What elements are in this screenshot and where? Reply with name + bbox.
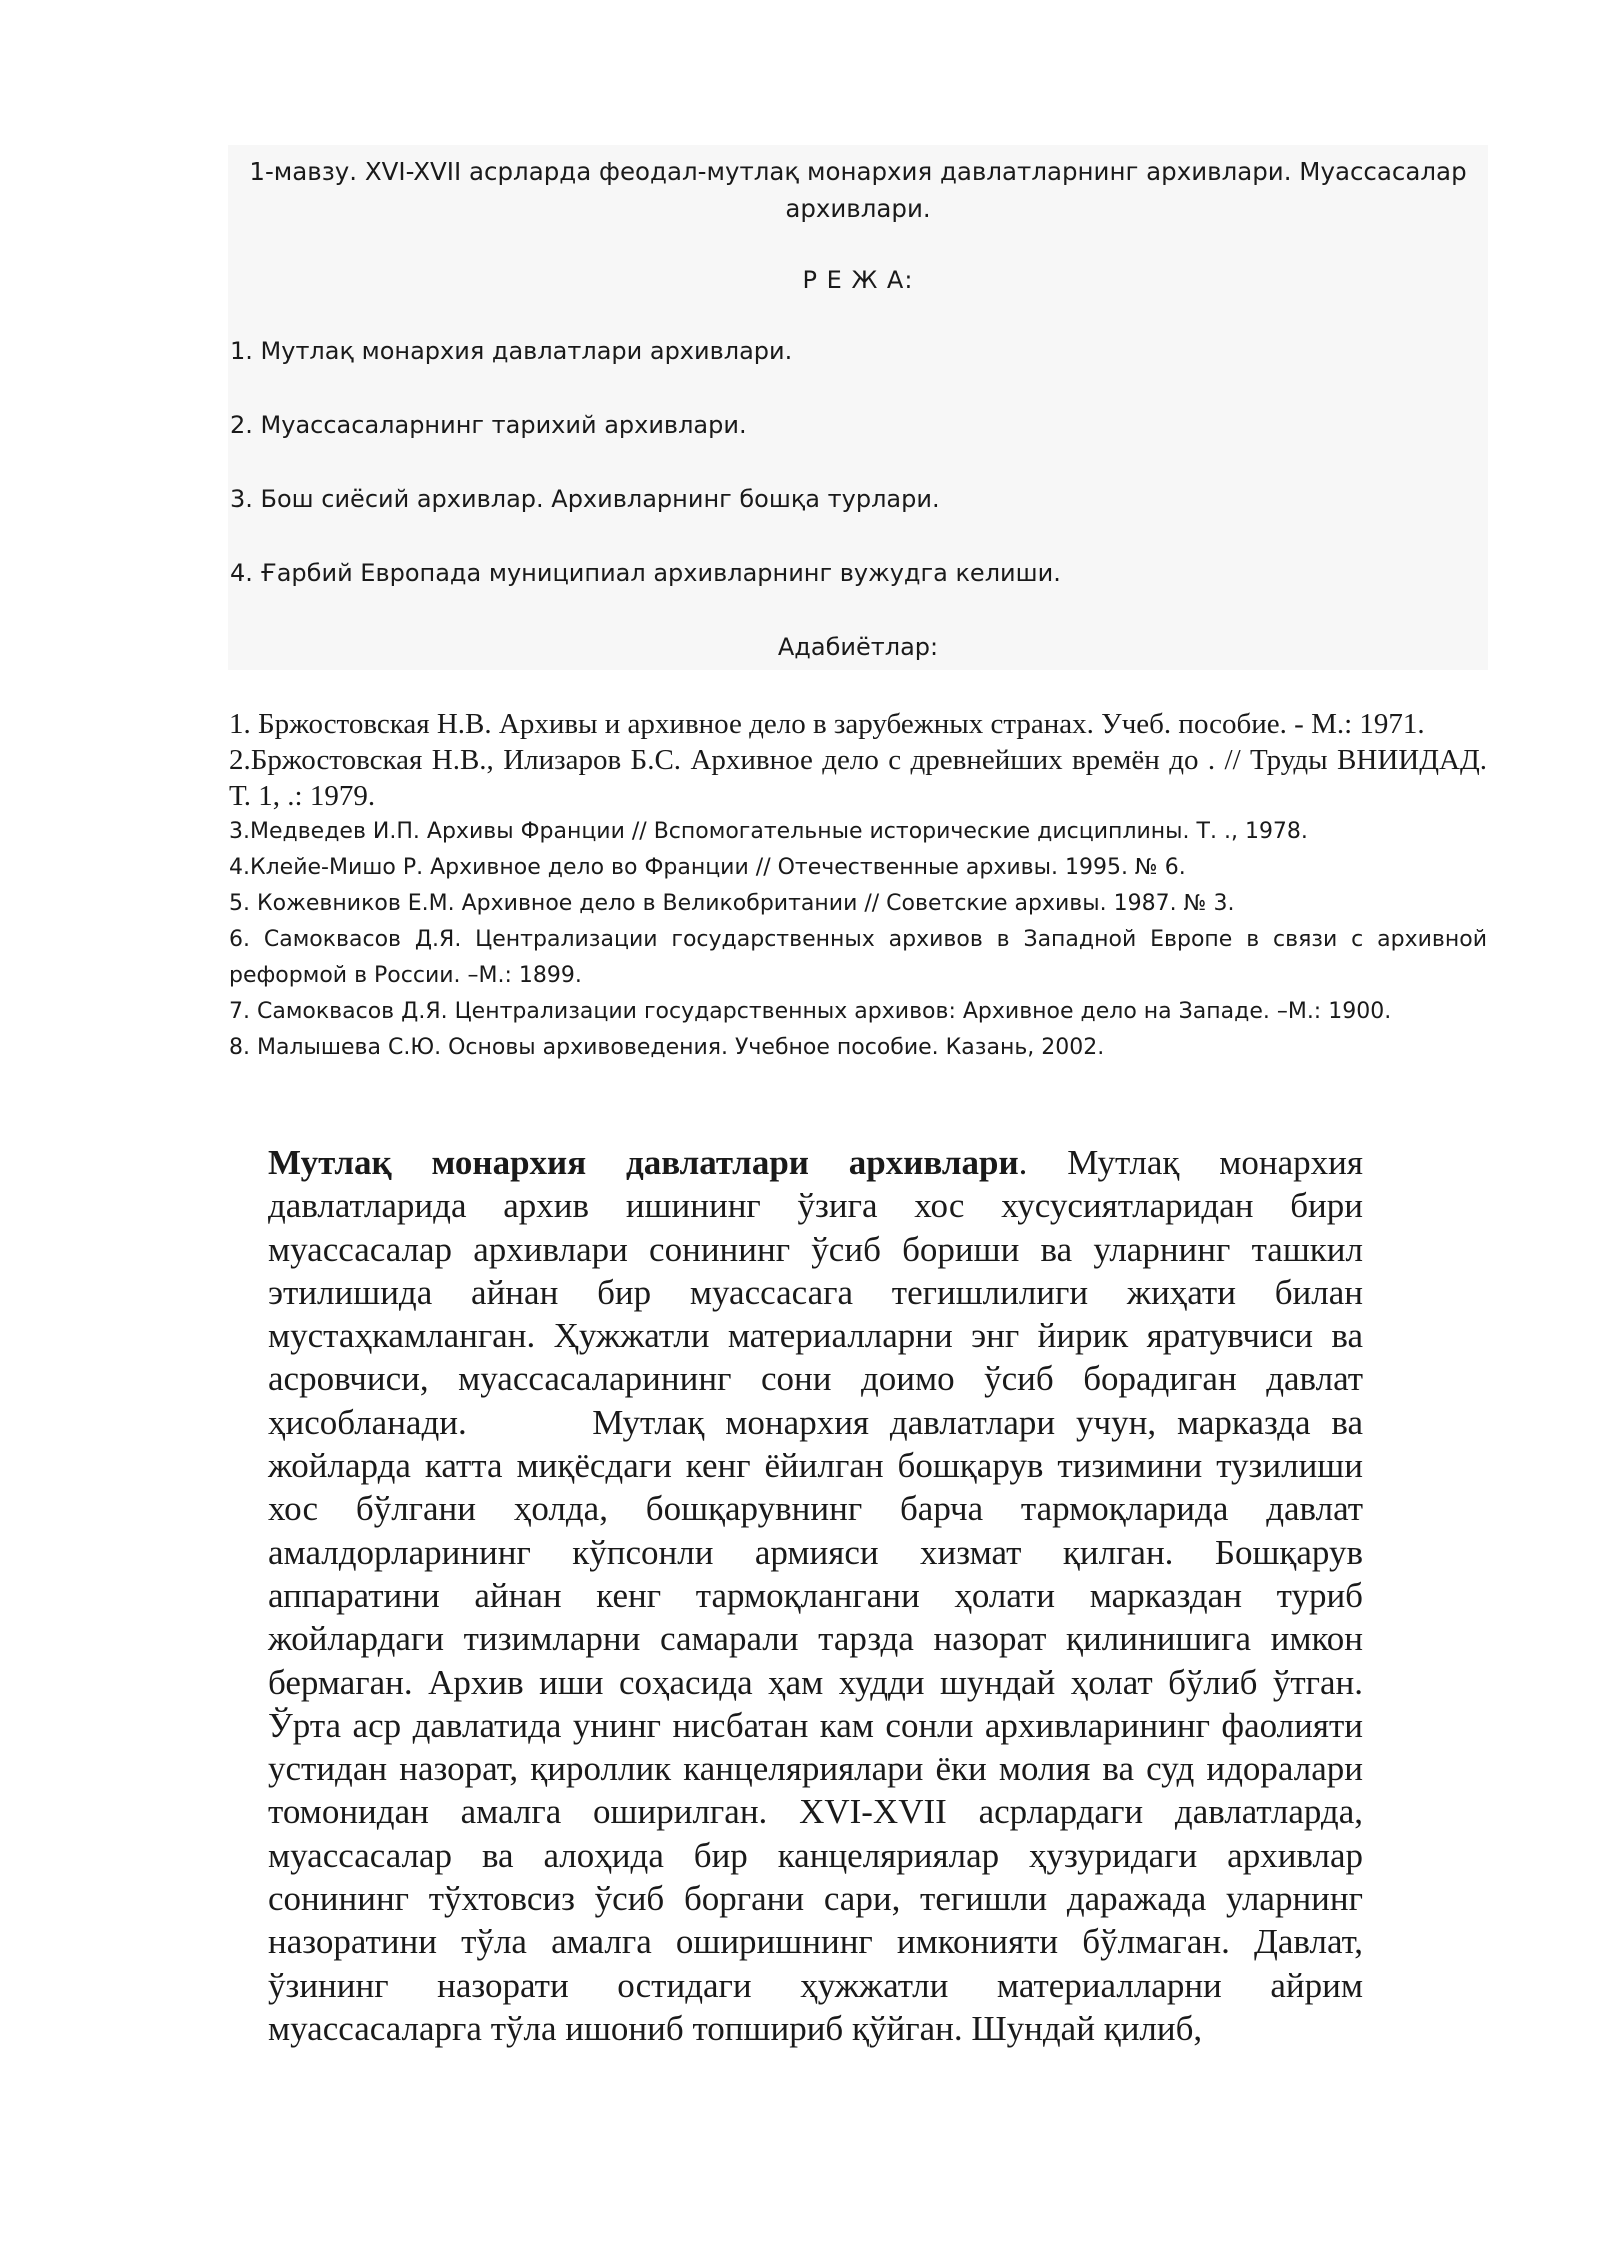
reference-item-1: 1. Бржостовская Н.В. Архивы и архивное дело в зарубежных странах. Учеб. пособие. - М.: 1971. [229, 708, 1425, 740]
reference-item-7: 7. Самоквасов Д.Я. Централизации государственных архивов: Архивное дело на Западе. –М.: 1900. [229, 999, 1392, 1024]
reference-item-8: 8. Малышева С.Ю. Основы архивоведения. Учебное пособие. Казань, 2002. [229, 1035, 1105, 1060]
body-paragraph [268, 1141, 1372, 2050]
body-text: . Мутлақ монархия давлатларида архив ишининг ўзига хос хусусиятларидан бири муассасалар архивлари сонининг ўсиб бориши ва уларнинг ташкил этилишида айнан бир муассасага тегишлилиги жиҳати билан мустаҳкамланган. Ҳужжатли материалларни энг йирик яратувчиси ва асровчиси, муассасаларининг сони доимо ўсиб борадиган давлат ҳисобланади. Мутлақ монархия давлатлари учун, марказда ва жойларда катта миқёсдаги кенг ёйилган бошқарув тизимини тузилиши хос бўлгани ҳолда, бошқарувнинг барча тармоқларида давлат амалдорларининг кўпсонли армияси хизмат қилган. Бошқарув аппаратини айнан кенг тармоқлангани ҳолати марказдан туриб жойлардаги тизимларни самарали тарзда назорат қилинишига имкон бермаган. Архив иши соҳасида ҳам худди шундай ҳолат бўлиб ўтган. Ўрта аср давлатида унинг нисбатан кам сонли архивларининг фаолияти устидан назорат, қироллик канцеляриялари ёки молия ва суд идоралари томонидан амалга оширилган. XVI-XVII асрлардаги давлатларда, муассасалар ва алоҳида бир канцеляриялар ҳузуридаги архивлар сонининг тўхтовсиз ўсиб боргани сари, тегишли даражада уларнинг назоратини тўла амалга оширишнинг имконияти бўлмаган. Давлат, ўзининг назорати остидаги ҳужжатли материалларни айрим муассасаларга тўла ишониб топшириб қўйган. Шундай қилиб, [268, 1143, 1372, 2048]
reference-item-2: 2.Бржостовская Н.В., Илизаров Б.С. Архивное дело с древнейших времён до . // Труды ВНИИДАД. Т. 1, .: 1979. [229, 744, 1487, 812]
topic-header-block [228, 145, 1488, 670]
plan-item-3: 3. Бош сиёсий архивлар. Архивларнинг бошқа турлари. [230, 485, 940, 513]
plan-heading: Р Е Ж А: [802, 266, 914, 294]
plan-item-1: 1. Мутлақ монархия давлатлари архивлари. [230, 337, 793, 365]
reference-item-3: 3.Медведев И.П. Архивы Франции // Вспомогательные исторические дисциплины. Т. ., 1978. [229, 819, 1308, 844]
literature-heading: Адабиётлар: [777, 633, 939, 661]
reference-item-4: 4.Клейе-Мишо Р. Архивное дело во Франции // Отечественные архивы. 1995. № 6. [229, 855, 1186, 880]
reference-item-6: 6. Самоквасов Д.Я. Централизации государственных архивов в Западной Европе в связи с архивной реформой в России. –М.: 1899. [229, 927, 1487, 988]
plan-item-2: 2. Муассасаларнинг тарихий архивлари. [230, 411, 747, 439]
body-heading: Мутлақ монархия давлатлари архивлари [268, 1143, 1019, 1182]
plan-item-4: 4. Ғарбий Европада муниципиал архивларнинг вужудга келиши. [230, 559, 1061, 587]
reference-item-5: 5. Кожевников Е.М. Архивное дело в Великобритании // Советские архивы. 1987. № 3. [229, 891, 1235, 916]
reference-list [229, 706, 1487, 1066]
topic-title: 1-мавзу. XVI-XVII асрларда феодал-мутлақ монархия давлатларнинг архивлари. Муассасалар архивлари. [249, 157, 1467, 223]
